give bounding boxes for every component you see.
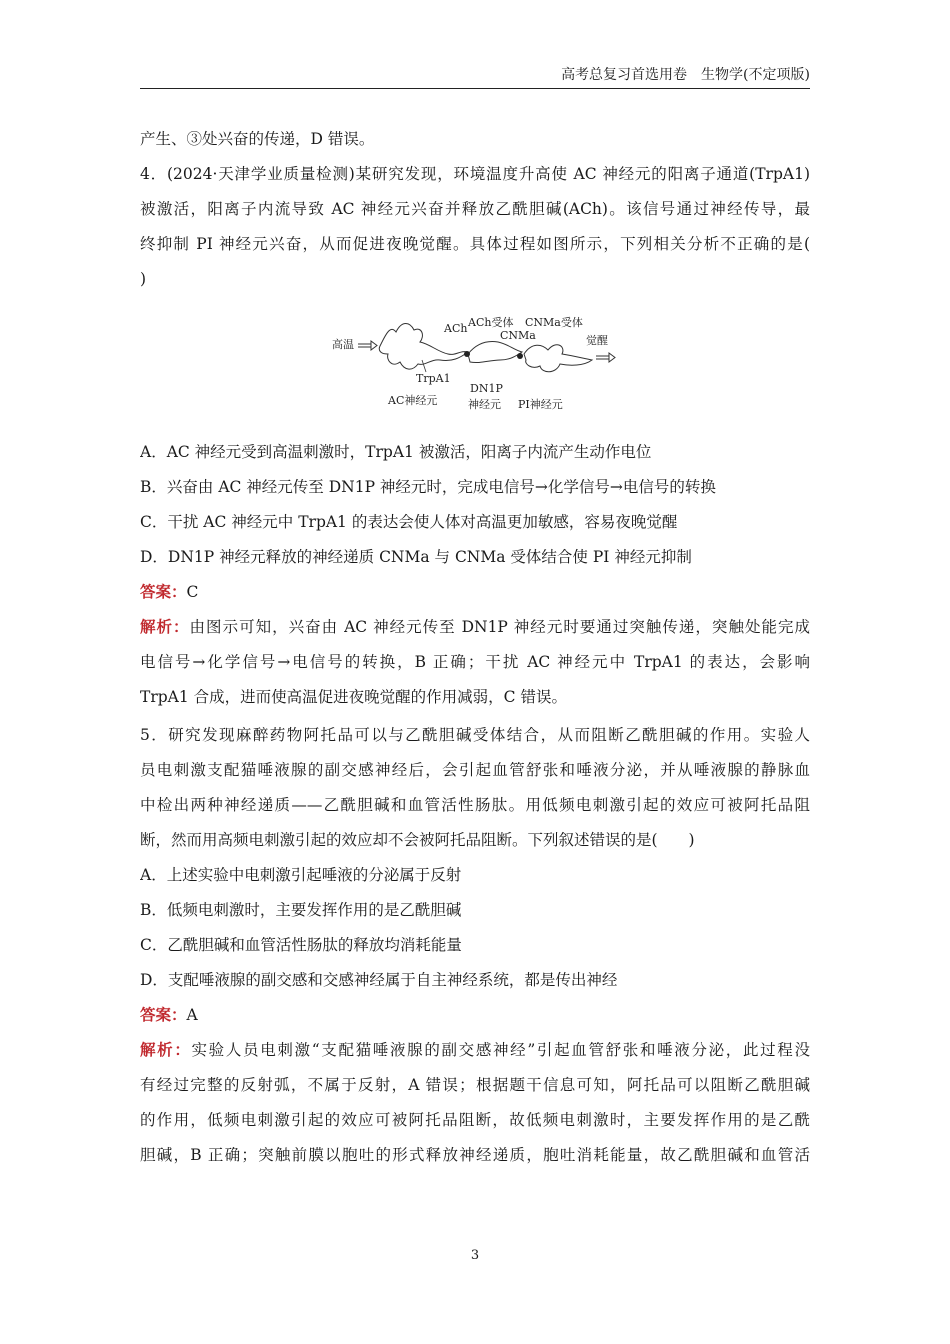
q4-option-b: B．兴奋由 AC 神经元传至 DN1P 神经元时，完成电信号→化学信号→电信号的转换	[140, 478, 716, 496]
analysis-text: 由图示可知，兴奋由 AC 神经元传至 DN1P 神经元时要通过突触传递，突触处能完成	[189, 618, 810, 636]
analysis-text: 实验人员电刺激“支配猫唾液腺的副交感神经”引起血管舒张和唾液分泌，此过程没	[191, 1041, 810, 1059]
q4-option-a: A．AC 神经元受到高温刺激时，TrpA1 被激活，阳离子内流产生动作电位	[140, 443, 652, 461]
answer-value: C	[186, 583, 199, 601]
q5-analysis-line: 胆碱，B 正确；突触前膜以胞吐的形式释放神经递质，胞吐消耗能量，故乙酰胆碱和血管活	[140, 1146, 810, 1164]
page-number: 3	[470, 1248, 480, 1263]
q4-option-c: C．干扰 AC 神经元中 TrpA1 的表达会使人体对高温更加敏感，容易夜晚觉醒	[140, 513, 678, 531]
q5-stem-line: 中检出两种神经递质——乙酰胆碱和血管活性肠肽。用低频电刺激引起的效应可被阿托品阻	[140, 796, 810, 814]
neuron-diagram	[330, 314, 630, 414]
answer-value: A	[186, 1006, 198, 1024]
page-header	[140, 62, 810, 89]
q5-stem-line: 断，然而用高频电刺激引起的效应却不会被阿托品阻断。下列叙述错误的是( )	[140, 831, 695, 849]
header-title: 高考总复习首选用卷 生物学(不定项版)	[561, 67, 810, 83]
label-trpa1: TrpA1	[416, 372, 451, 385]
q4-analysis-line: 电信号→化学信号→电信号的转换，B 正确；干扰 AC 神经元中 TrpA1 的表达，会影响	[140, 653, 810, 671]
q4-option-d: D．DN1P 神经元释放的神经递质 CNMa 与 CNMa 受体结合使 PI 神经元抑制	[140, 548, 692, 566]
q5-analysis-line: 有经过完整的反射弧，不属于反射，A 错误；根据题干信息可知，阿托品可以阻断乙酰胆碱	[140, 1076, 810, 1094]
q4-analysis-line: TrpA1 合成，进而使高温促进夜晚觉醒的作用减弱，C 错误。	[140, 688, 567, 706]
label-ach: ACh	[444, 322, 468, 335]
q5-option-c: C．乙酰胆碱和血管活性肠肽的释放均消耗能量	[140, 936, 462, 954]
synapse-dot-icon	[517, 353, 523, 359]
q5-stem-line: 员电刺激支配猫唾液腺的副交感神经后，会引起血管舒张和唾液分泌，并从唾液腺的静脉血	[140, 761, 810, 779]
q4-answer	[140, 581, 810, 603]
label-high-temp: 高温	[332, 338, 354, 351]
q5-stem-line: 5．研究发现麻醉药物阿托品可以与乙酰胆碱受体结合，从而阻断乙酰胆碱的作用。实验人	[140, 726, 810, 744]
synapse-dot-icon	[464, 351, 470, 357]
q5-option-b: B．低频电刺激时，主要发挥作用的是乙酰胆碱	[140, 901, 462, 919]
q4-stem-line: 4．(2024·天津学业质量检测)某研究发现，环境温度升高使 AC 神经元的阳离子通道(TrpA1)	[140, 165, 810, 183]
q4-analysis-line	[140, 616, 810, 638]
analysis-label: 解析：	[140, 617, 190, 636]
q5-analysis-line: 的作用，低频电刺激引起的效应可被阿托品阻断，故低频电刺激时，主要发挥作用的是乙酰	[140, 1111, 810, 1129]
analysis-label: 解析：	[140, 1040, 192, 1059]
answer-label: 答案：	[140, 1005, 187, 1024]
q5-answer	[140, 1004, 810, 1026]
label-dn1p-line2: 神经元	[468, 398, 501, 411]
pi-neuron-body	[524, 345, 592, 372]
dn1p-neuron-body	[468, 342, 522, 363]
q4-stem-line: 终抑制 PI 神经元兴奋，从而促进夜晚觉醒。具体过程如图所示，下列相关分析不正确的是(	[140, 235, 810, 253]
label-dn1p-line1: DN1P	[470, 382, 503, 395]
q5-option-d: D．支配唾液腺的副交感和交感神经属于自主神经系统，都是传出神经	[140, 971, 618, 989]
label-wake: 觉醒	[586, 334, 608, 347]
q5-analysis-line	[140, 1039, 810, 1061]
label-cnma-receptor: CNMa受体	[525, 316, 583, 329]
q4-stem-line: )	[140, 270, 147, 288]
label-ach-receptor: ACh受体	[468, 316, 514, 329]
answer-label: 答案：	[140, 582, 187, 601]
label-pi-neuron: PI神经元	[518, 398, 563, 411]
arrow-out-icon	[596, 353, 615, 362]
q5-option-a: A．上述实验中电刺激引起唾液的分泌属于反射	[140, 866, 462, 884]
label-ac-neuron: AC神经元	[388, 394, 438, 407]
text-line: 产生、③处兴奋的传递，D 错误。	[140, 130, 375, 148]
q4-stem-line: 被激活，阳离子内流导致 AC 神经元兴奋并释放乙酰胆碱(ACh)。该信号通过神经传导，最	[140, 200, 810, 218]
arrow-in-icon	[358, 341, 377, 350]
label-cnma: CNMa	[500, 329, 536, 342]
